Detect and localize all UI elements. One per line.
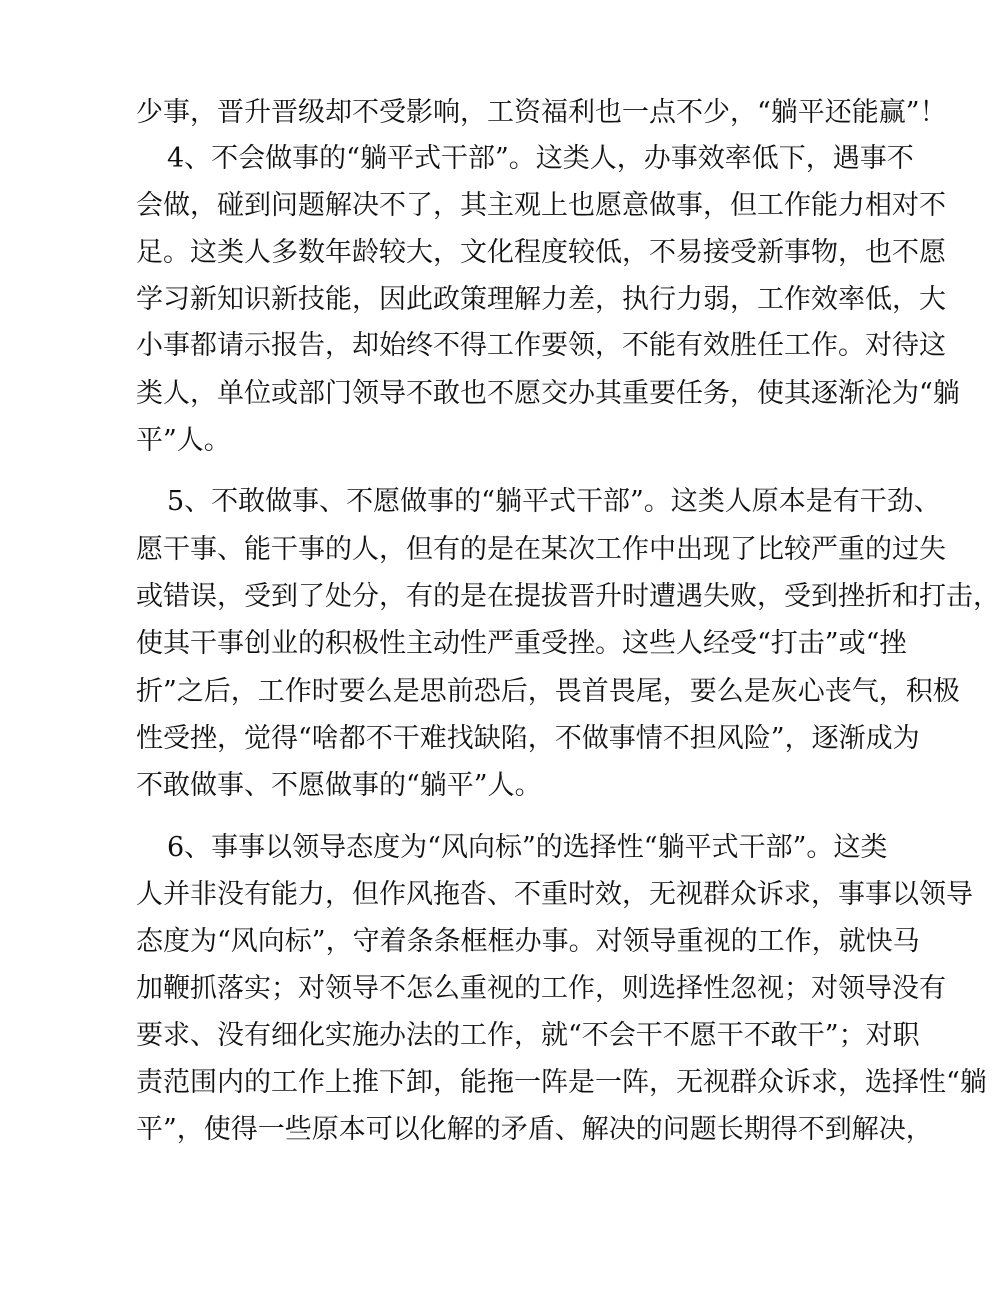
text-line: 足。这类人多数年龄较大，文化程度较低，不易接受新事物，也不愿	[136, 237, 946, 268]
text-line: 少事，晋升晋级却不受影响，工资福利也一点不少，“躺平还能赢”！	[136, 97, 947, 128]
text-line: 会做，碰到问题解决不了，其主观上也愿意做事，但工作能力相对不	[136, 190, 946, 221]
text-line: 6、事事以领导态度为“风向标”的选择性“躺平式干部”。这类	[167, 832, 888, 863]
text-line: 不敢做事、不愿做事的“躺平”人。	[136, 770, 542, 801]
text-line: 学习新知识新技能，因此政策理解力差，执行力弱，工作效率低，大	[136, 284, 946, 315]
text-line: 责范围内的工作上推下卸，能拖一阵是一阵，无视群众诉求，选择性“躺	[136, 1067, 987, 1098]
text-line: 加鞭抓落实；对领导不怎么重视的工作，则选择性忽视；对领导没有	[136, 973, 946, 1004]
text-line: 要求、没有细化实施办法的工作，就“不会干不愿干不敢干”；对职	[136, 1020, 920, 1051]
text-line: 使其干事创业的积极性主动性严重受挫。这些人经受“打击”或“挫	[136, 628, 907, 659]
text-line: 性受挫，觉得“啥都不干难找缺陷，不做事情不担风险”，逐渐成为	[136, 723, 920, 754]
text-line: 愿干事、能干事的人，但有的是在某次工作中出现了比较严重的过失	[136, 534, 946, 565]
text-line: 5、不敢做事、不愿做事的“躺平式干部”。这类人原本是有干劲、	[167, 486, 941, 517]
text-line: 态度为“风向标”，守着条条框框办事。对领导重视的工作，就快马	[136, 926, 920, 957]
text-line: 人并非没有能力，但作风拖沓、不重时效，无视群众诉求，事事以领导	[136, 879, 973, 910]
text-line: 或错误，受到了处分，有的是在提拔晋升时遭遇失败，受到挫折和打击，	[136, 581, 1000, 612]
text-line: 折”之后，工作时要么是思前恐后，畏首畏尾，要么是灰心丧气，积极	[136, 676, 960, 707]
text-line: 平”，使得一些原本可以化解的矛盾、解决的问题长期得不到解决，	[136, 1114, 933, 1145]
text-line: 平”人。	[136, 425, 231, 456]
text-line: 小事都请示报告，却始终不得工作要领，不能有效胜任工作。对待这	[136, 330, 946, 361]
text-line: 类人，单位或部门领导不敢也不愿交办其重要任务，使其逐渐沦为“躺	[136, 378, 960, 409]
text-line: 4、不会做事的“躺平式干部”。这类人，办事效率低下，遇事不	[167, 143, 914, 174]
